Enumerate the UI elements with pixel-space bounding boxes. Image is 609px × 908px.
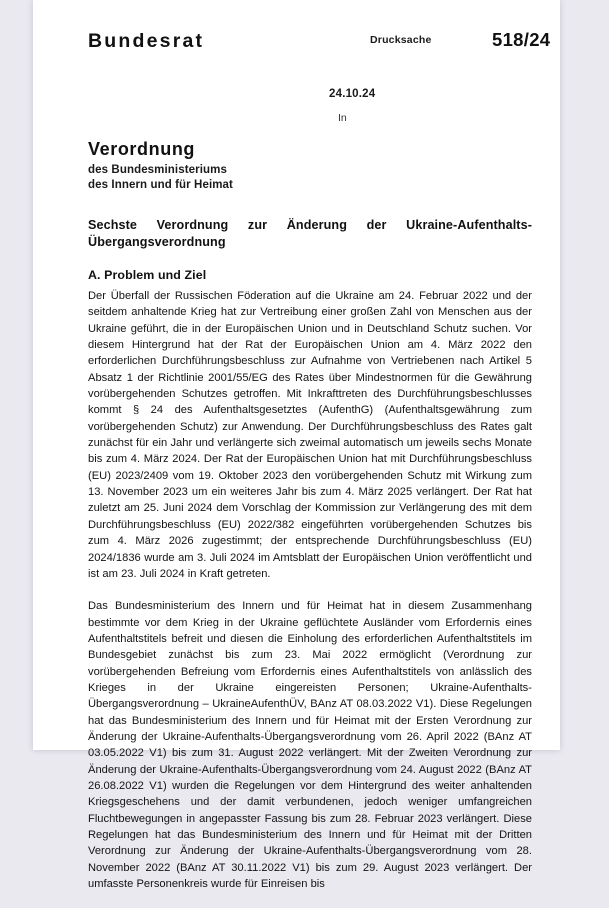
body-text [88, 288, 532, 908]
bundesrat-logo: Bundesrat [88, 30, 205, 52]
document-title: Verordnung [88, 139, 196, 159]
page-content [33, 0, 560, 891]
issuing-authority-line-2: des Innern und für Heimat [88, 178, 233, 191]
regulation-heading: Sechste Verordnung zur Änderung der Ukraine-Aufenthalts-Übergangsverordnung [88, 218, 532, 249]
section-heading-problem-und-ziel: A. Problem und Ziel [88, 268, 207, 282]
body-paragraph: Das Bundesministerium des Innern und für Heimat hat in diesem Zusammenhang bestimmte vor dem Krieg in der Ukraine geflüchtete Ausländer vom Erfordernis eines Aufenthaltstitels befreit und diesen die Einholung des erforderlichen Aufenthaltstitels im Bundesgebiet zunächst bis zum 23. Mai 2022 ermöglicht (Verordnung zur vorübergehenden Befreiung vom Erfordernis eines Aufenthaltstitels von anlässlich des Krieges in der Ukraine eingereisten Personen; Ukraine-Aufenthalts-Übergangsverordnung – UkraineAufenthÜV, BAnz AT 08.03.2022 V1). Diese Regelungen hat das Bundesministerium des Innern und für Heimat mit der Ersten Verordnung zur Änderung der Ukraine-Aufenthalts-Übergangsverordnung vom 26. April 2022 (BAnz AT 03.05.2022 V1) bis zum 31. August 2022 verlängert. Mit der Zweiten Verordnung zur Änderung der Ukraine-Aufenthalts-Übergangsverordnung vom 24. August 2022 (BAnz AT 26.08.2022 V1) wurden die Regelungen vor dem Hintergrund des weiter anhaltenden Kriegsgeschehens und der damit verbundenen, jedoch weniger umfangreichen Fluchtbewegungen in angepasster Fassung bis zum 28. Februar 2023 verlängert. Diese Regelungen hat das Bundesministerium des Innern und für Heimat mit der Dritten Verordnung zur Änderung der Ukraine-Aufenthalts-Übergangsverordnung vom 28. November 2022 (BAnz AT 30.11.2022 V1) bis zum 29. August 2023 verlängert. Der umfasste Personenkreis wurde für Einreisen bis [88, 600, 532, 891]
title-block [88, 138, 518, 192]
document-date: 24.10.24 [329, 88, 376, 100]
body-paragraph: Der Überfall der Russischen Föderation auf die Ukraine am 24. Februar 2022 und der seitdem anhaltende Krieg hat zur Vertreibung einer großen Zahl von Menschen aus der Ukraine geführt, die in der Europäischen Union und in Deutschland Schutz suchen. Vor diesem Hintergrund hat der Rat der Europäischen Union am 4. März 2022 den erforderlichen Durchführungsbeschluss zur Aufnahme von Vertriebenen nach Artikel 5 Absatz 1 der Richtlinie 2001/55/EG des Rates über Mindestnormen für die Gewährung vorübergehenden Schutzes getroffen. Mit Inkrafttreten des Durchführungsbeschlusses kommt § 24 des Aufenthaltsgesetztes (AufenthG) (Aufenthaltsgewährung zum vorübergehenden Schutz) zur Anwendung. Der Durchführungsbeschluss des Rates galt zunächst für ein Jahr und verlängerte sich zweimal automatisch um jeweils sechs Monate bis zum 4. März 2024. Der Rat der Europäischen Union hat mit Durchführungsbeschluss (EU) 2023/2409 vom 19. Oktober 2023 den vorübergehenden Schutz mit Wirkung zum 13. November 2023 um ein weiteres Jahr bis zum 4. März 2025 verlängert. Der Rat hat zuletzt am 25. Juni 2024 dem Vorschlag der Kommission zur Verlängerung des mit dem Durchführungsbeschluss (EU) 2022/382 eingeführten vorübergehenden Schutzes bis zum 4. März 2026 zugestimmt; der entsprechende Durchführungsbeschluss (EU) 2024/1836 wurde am 3. Juli 2024 im Amtsblatt der Europäischen Union veröffentlicht und ist am 23. Juli 2024 in Kraft getreten. [88, 290, 532, 580]
issuing-authority-line-1: des Bundesministeriums [88, 164, 227, 176]
drucksache-label: Drucksache [370, 34, 432, 46]
issuing-authority [88, 163, 518, 192]
drucksache-number: 518/24 [492, 29, 551, 50]
document-page [33, 0, 560, 891]
document-origin: In [338, 112, 347, 124]
document-masthead [88, 29, 551, 55]
